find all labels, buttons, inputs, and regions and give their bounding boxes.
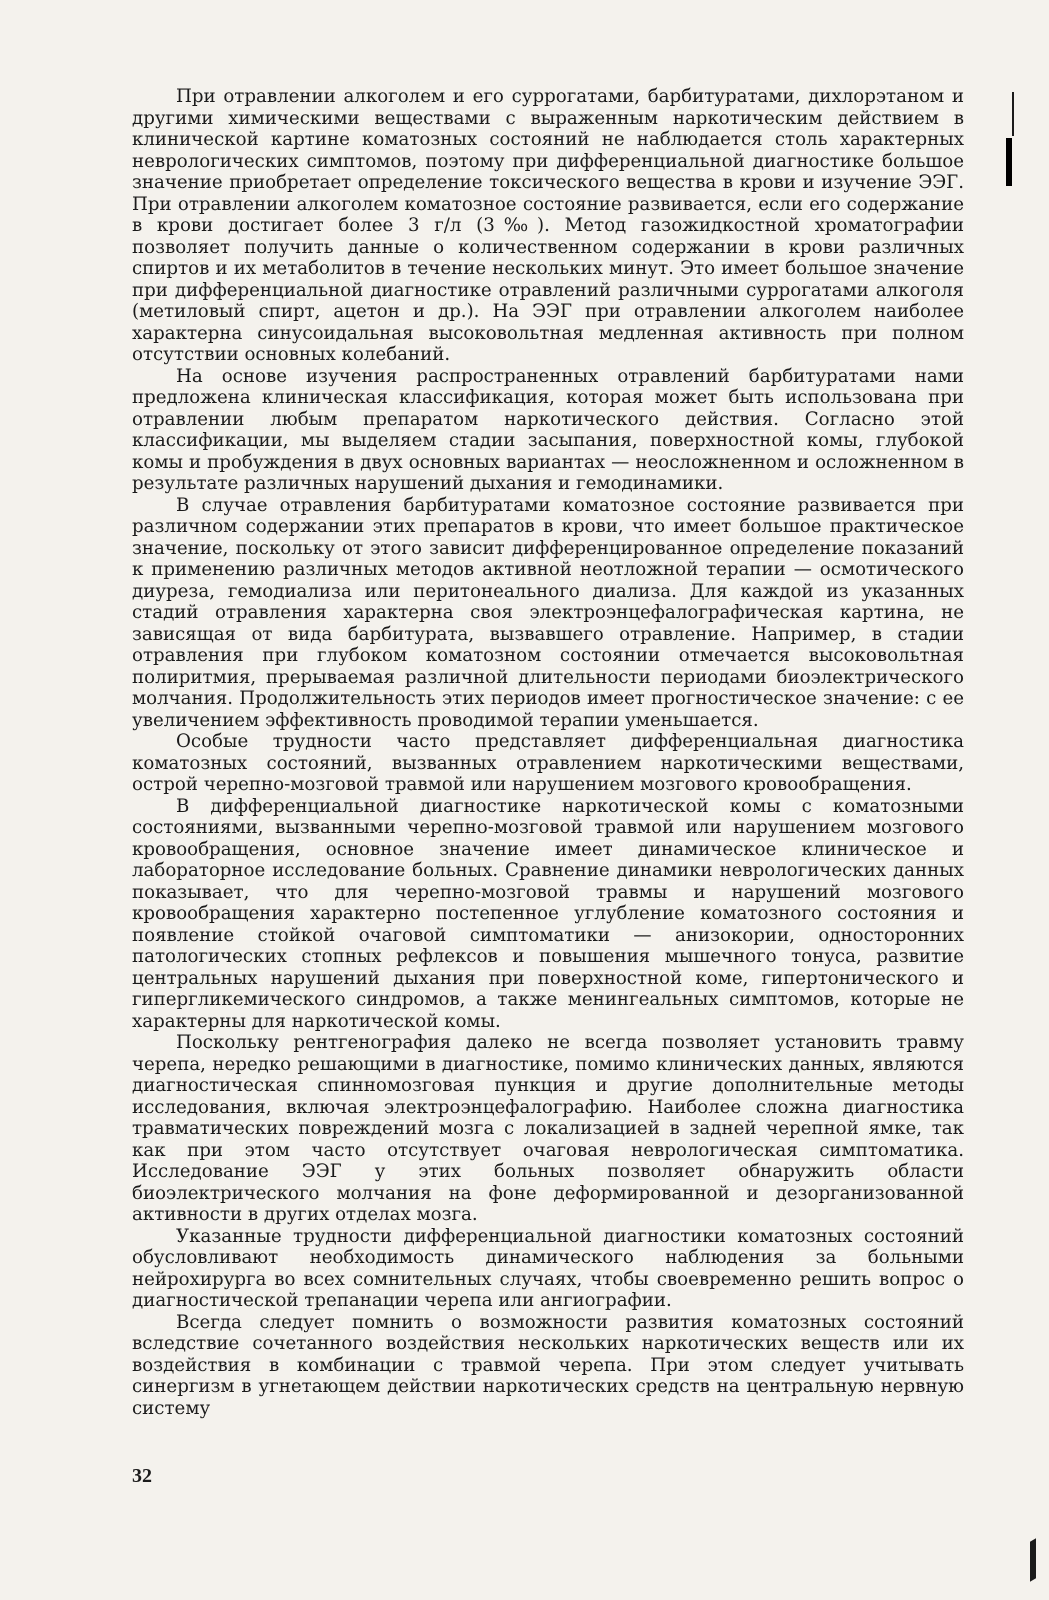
paragraph: Особые трудности часто представляет дифференциальная диагностика коматозных состояний, вызванных отравлением наркотическими веществами, острой черепно-мозговой травмой или нарушением мозгового кровообращения.: [132, 731, 964, 795]
paragraph: При отравлении алкоголем и его суррогатами, барбитуратами, дихлорэтаном и другими химическими веществами с выраженным наркотическим действием в клинической картине коматозных состояний не наблюдается столь характерных неврологических симптомов, поэтому при дифференциальной диагностике большое значение приобретает определение токсического вещества в крови и изучение ЭЭГ. При отравлении алкоголем коматозное состояние развивается, если его содержание в крови достигает более 3 г/л (3‰). Метод газожидкостной хроматографии позволяет получить данные о количественном содержании в крови различных спиртов и их метаболитов в течение нескольких минут. Это имеет большое значение при дифференциальной диагностике отравлений различными суррогатами алкоголя (метиловый спирт, ацетон и др.). На ЭЭГ при отравлении алкоголем наиболее характерна синусоидальная высоковольтная медленная активность при полном отсутствии основных колебаний.: [132, 86, 964, 365]
paragraph: В дифференциальной диагностике наркотической комы с коматозными состояниями, вызванными черепно-мозговой травмой или нарушением мозгового кровообращения, основное значение имеет динамическое клиническое и лабораторное исследование больных. Сравнение динамики неврологических данных показывает, что для черепно-мозговой травмы и нарушений мозгового кровообращения характерно постепенное углубление коматозного состояния и появление стойкой очаговой симптоматики — анизокории, односторонних патологических стопных рефлексов и повышения мышечного тонуса, развитие центральных нарушений дыхания при поверхностной коме, гипертонического и гипергликемического синдромов, а также менингеальных симптомов, которые не характерны для наркотической комы.: [132, 795, 964, 1032]
paragraph: Всегда следует помнить о возможности развития коматозных состояний вследствие сочетанного воздействия нескольких наркотических веществ или их воздействия в комбинации с травмой черепа. При этом следует учитывать синергизм в угнетающем действии наркотических средств на центральную нервную систему: [132, 1311, 964, 1419]
paragraph: На основе изучения распространенных отравлений барбитуратами нами предложена клиническая классификация, которая может быть использована при отравлении любым препаратом наркотического действия. Согласно этой классификации, мы выделяем стадии засыпания, поверхностной комы, глубокой комы и пробуждения в двух основных вариантах — неосложненном и осложненном в результате различных нарушений дыхания и гемодинамики.: [132, 365, 964, 494]
paragraph: Указанные трудности дифференциальной диагностики коматозных состояний обусловливают необходимость динамического наблюдения за больными нейрохирурга во всех сомнительных случаях, чтобы своевременно решить вопрос о диагностической трепанации черепа или ангиографии.: [132, 1225, 964, 1311]
paragraph: Поскольку рентгенография далеко не всегда позволяет установить травму черепа, нередко решающими в диагностике, помимо клинических данных, являются диагностическая спинномозговая пункция и другие дополнительные методы исследования, включая электроэнцефалографию. Наиболее сложна диагностика травматических повреждений мозга с локализацией в задней черепной ямке, так как при этом часто отсутствует очаговая неврологическая симптоматика. Исследование ЭЭГ у этих больных позволяет обнаружить области биоэлектрического молчания на фоне деформированной и дезорганизованной активности в других отделах мозга.: [132, 1032, 964, 1225]
scan-artifact-line: [1012, 92, 1014, 136]
page-text-body: [132, 86, 964, 1419]
paragraph: В случае отравления барбитуратами коматозное состояние развивается при различном содержании этих препаратов в крови, что имеет большое практическое значение, поскольку от этого зависит дифференцированное определение показаний к применению различных методов активной неотложной терапии — осмотического диуреза, гемодиализа или перитонеального диализа. Для каждой из указанных стадий отравления характерна своя электроэнцефалографическая картина, не зависящая от вида барбитурата, вызвавшего отравление. Например, в стадии отравления при глубоком коматозном состоянии отмечается высоковольтная полиритмия, прерываемая различной длительности периодами биоэлектрического молчания. Продолжительность этих периодов имеет прогностическое значение: с ее увеличением эффективность проводимой терапии уменьшается.: [132, 494, 964, 731]
scan-artifact-bar: [1006, 138, 1012, 186]
scan-artifact-corner: [1030, 1538, 1036, 1581]
page-number: 32: [132, 1465, 152, 1487]
